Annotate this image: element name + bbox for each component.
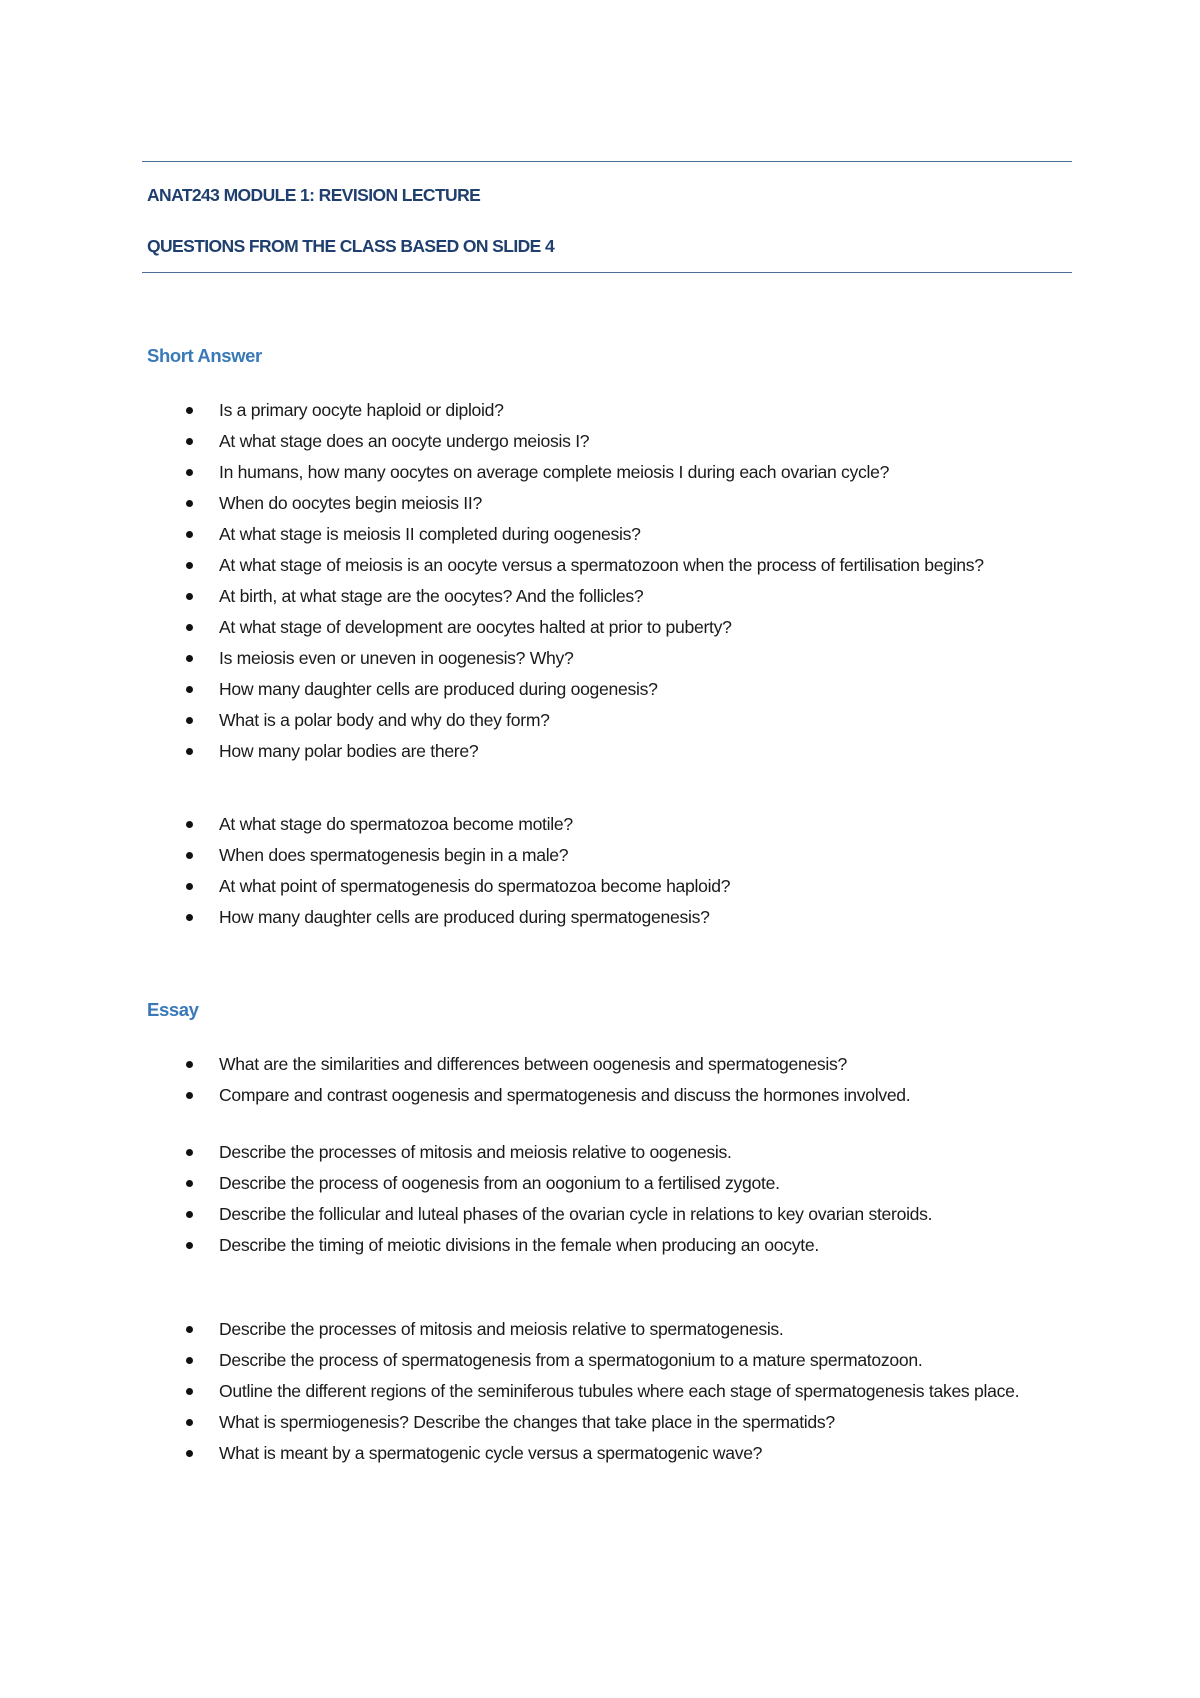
list-item [0,396,1064,426]
bullet-icon [186,686,193,693]
question-text: Describe the processes of mitosis and meiosis relative to oogenesis. [219,1142,732,1162]
header-top-rule [142,161,1072,162]
list-item [0,1346,1064,1376]
list-item [0,489,1064,519]
bullet-icon [186,1450,193,1457]
question-text: What is a polar body and why do they form? [219,710,550,730]
bullet-icon [186,500,193,507]
list-item [0,582,1064,612]
list-item [0,520,1064,550]
document-title: ANAT243 MODULE 1: REVISION LECTURE [147,185,481,205]
bullet-icon [186,1242,193,1249]
list-item [0,1138,1064,1168]
bullet-icon [186,407,193,414]
list-item [0,613,1064,643]
list-item [0,1200,1064,1230]
essay-list-spermatogenesis [0,1315,1200,1470]
short-answer-list-spermatogenesis [0,810,1200,934]
bullet-icon [186,717,193,724]
bullet-icon [186,1419,193,1426]
question-text: What are the similarities and differences between oogenesis and spermatogenesis? [219,1054,848,1074]
list-item [0,737,1064,767]
list-item [0,427,1064,457]
question-text: Compare and contrast oogenesis and spermatogenesis and discuss the hormones involved. [219,1085,911,1105]
bullet-icon [186,1357,193,1364]
question-text: Describe the timing of meiotic divisions in the female when producing an oocyte. [219,1235,819,1255]
question-text: Is a primary oocyte haploid or diploid? [219,400,504,420]
question-text: How many polar bodies are there? [219,741,479,761]
list-item [0,1169,1064,1199]
list-item [0,1315,1064,1345]
bullet-icon [186,531,193,538]
bullet-icon [186,883,193,890]
question-text: How many daughter cells are produced during spermatogenesis? [219,907,710,927]
question-text: What is meant by a spermatogenic cycle versus a spermatogenic wave? [219,1443,763,1463]
bullet-icon [186,821,193,828]
bullet-icon [186,1211,193,1218]
bullet-icon [186,1326,193,1333]
question-text: Describe the follicular and luteal phases of the ovarian cycle in relations to key ovarian steroids. [219,1204,933,1224]
bullet-icon [186,1149,193,1156]
list-item [0,1231,1064,1261]
question-text: Outline the different regions of the seminiferous tubules where each stage of spermatogenesis takes place. [219,1381,1020,1401]
question-text: When does spermatogenesis begin in a male? [219,845,569,865]
bullet-icon [186,1061,193,1068]
list-item [0,551,1064,581]
list-item [0,1050,1064,1080]
bullet-icon [186,655,193,662]
list-item [0,1377,1064,1407]
list-item [0,1408,1064,1438]
header-bottom-rule [142,272,1072,273]
bullet-icon [186,914,193,921]
question-text: Describe the process of spermatogenesis from a spermatogonium to a mature spermatozoon. [219,1350,923,1370]
essay-list-oogenesis [0,1138,1200,1262]
question-text: Is meiosis even or uneven in oogenesis? Why? [219,648,574,668]
question-text: At what stage do spermatozoa become motile? [219,814,573,834]
list-item [0,810,1064,840]
question-text: In humans, how many oocytes on average complete meiosis I during each ovarian cycle? [219,462,890,482]
bullet-icon [186,469,193,476]
list-item [0,1439,1064,1469]
document-subtitle: QUESTIONS FROM THE CLASS BASED ON SLIDE 4 [147,236,555,256]
bullet-icon [186,1180,193,1187]
question-text: At what point of spermatogenesis do spermatozoa become haploid? [219,876,731,896]
list-item [0,706,1064,736]
bullet-icon [186,593,193,600]
list-item [0,458,1064,488]
bullet-icon [186,1092,193,1099]
bullet-icon [186,562,193,569]
question-text: At what stage is meiosis II completed during oogenesis? [219,524,641,544]
question-text: How many daughter cells are produced during oogenesis? [219,679,658,699]
bullet-icon [186,748,193,755]
essay-heading: Essay [147,999,199,1020]
list-item [0,903,1064,933]
bullet-icon [186,1388,193,1395]
question-text: At what stage of meiosis is an oocyte versus a spermatozoon when the process of fertilisation begins? [219,555,984,575]
list-item [0,1081,1064,1111]
question-text: At what stage of development are oocytes halted at prior to puberty? [219,617,732,637]
list-item [0,841,1064,871]
list-item [0,872,1064,902]
question-text: At what stage does an oocyte undergo meiosis I? [219,431,590,451]
list-item [0,644,1064,674]
question-text: Describe the processes of mitosis and meiosis relative to spermatogenesis. [219,1319,784,1339]
list-item [0,675,1064,705]
bullet-icon [186,438,193,445]
question-text: At birth, at what stage are the oocytes? And the follicles? [219,586,644,606]
essay-list-comparison [0,1050,1200,1112]
short-answer-heading: Short Answer [147,345,262,366]
question-text: Describe the process of oogenesis from an oogonium to a fertilised zygote. [219,1173,780,1193]
bullet-icon [186,624,193,631]
question-text: When do oocytes begin meiosis II? [219,493,482,513]
bullet-icon [186,852,193,859]
question-text: What is spermiogenesis? Describe the changes that take place in the spermatids? [219,1412,835,1432]
short-answer-list-oogenesis [0,396,1200,768]
